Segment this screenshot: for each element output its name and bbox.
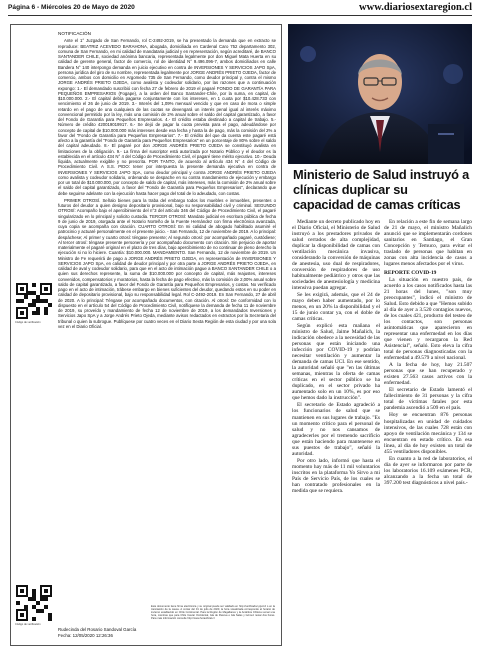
article-column-1 xyxy=(292,219,380,495)
article-paragraph: Hoy se encuentran 876 personas hospitalizadas en unidad de cuidados intensivos, de las cuales 728 están con apoyo de ventilación mecánica y 134 se encuentran en estado crítico. En esa línea, al día de hoy existen un total de 455 ventiladores disponibles. xyxy=(384,412,472,455)
qr-code-icon xyxy=(16,283,52,319)
notice-body xyxy=(58,31,276,331)
article-paragraph: La situación en nuestro país, de acuerdo a los casos notificados hasta las 21 horas del lunes, "son muy preocupantes", indicó el ministro de Salud. Esto debido a que "Hemos subido al día de ayer a 3.520 contagios nuevos, de los cuales 421, producto del testeo de los contactos, son personas asintomáticas que aparecieron en representar una enfermedad en los días que vienen y recargaron la Red Asistencial", señaló. Esto eleva la cifra total de personas diagnosticadas con la enfermedad a 49.579 a nivel nacional. xyxy=(384,277,472,362)
notice-paragraph: PRIMER OTROSÍ. Señalo bienes para la traba del embargo todos los muebles e inmuebles, presentes o futuros del deudor a quien designo depositario provisional, bajo su responsabilidad civil y criminal. SEGUNDO OTROSÍ: Acompaño bajo el apercibimiento del n°3 del artículo 346 del Código de Procedimiento Civil, el pagaré singularizado en lo principal y solicito custodia. TERCER OTROSÍ: Mandato judicial en escritura pública de fecha 9 de junio de 2019, otorgada ante el Notario Norteño de la Fuente Hernández con firma electrónica avanzada, cuya copia se acompaña con citación. CUARTO OTROSÍ: En mi calidad de abogado habilitado asumiré el patrocinio y actuaré personalmente en el presente juicio. - San Fernando, 12 de noviembre de 2019. A lo principal: despáchese; Al primer y cuarto otrosí: téngase presente; Al segundo otrosí: por acompañado pagaré, custódiese; Al tercer otrosí: téngase presente personería y por acompañado documento con citación. Sin perjuicio de aportar materialmente el pagaré original en el plazo de tres días, bajo apercibimiento de no continuar de pleno derecho la ejecución si no lo hiciere. Cuantía: $10.000.000. MANDAMIENTO. San Fernando, 12 de noviembre de 2019. Un Ministro de Fe requerirá de pago a JORGE ANDRÉS PRIETO OJEDA, en representación de INVERSIONES Y SERVICIOS JAPO SpA, en calidad de deudor principal y por otra parte a JORGE ANDRÉS PRIETO OJEDA, en calidad de aval y codeudor solidario, para que en el acto de intimación pague a BANCO SANTANDER CHILE o a quien sus derechos represente, la suma de $10.000.000 por concepto de capital, más reajustes, intereses convenidos, compensatorios y moratorios, hasta la fecha de pago efectivo, más la comisión de 2,00% anual sobre saldo de capital garantizado, a favor del Fondo de Garantía para Pequeños Empresarios, y costas. No verificado pago en el acto de intimación, trábese embargo en bienes suficientes del deudor, quedando estos en su poder en calidad de depositario provisional, bajo su responsabilidad legal. Rol C-2492-2019. En San Fernando, 27 de abril de 2020. A lo principal: Téngase por acompañado documentos, con citación. Al otrosí: De conformidad con lo dispuesto en el artículo 54 del Código de Procedimiento Civil, notifíquese la demanda de fecha 11 de noviembre de 2019, su proveído y mandamiento de fecha 12 de noviembre de 2019, a los demandados Inversiones y Servicios Japo SpA y a Jorge Andrés Prieto Ojeda, mediante avisos redactados en extractos por la Secretaria del tribunal o quien la subrogue. Publíquese por cuatro veces en el Diario Sexta Región de esta ciudad y por una sola vez en el Diario Oficial. xyxy=(58,197,276,329)
signature: Rudecinda del Rosario Sandoval García Fecha: 12/05/2020 12:26:36 xyxy=(58,627,137,638)
article-paragraph: Mediante un decreto publicado hoy en el Diario Oficial, el Ministerio de Salud instruyó a los prestadores privados de salud cerrados de alta complejidad, duplicar la disponibilidad de camas con ventilación mecánica invasiva, considerando la conversión de máquinas de anestesia, uso dual de respiradores, conversión de respiradores de uso habitualmente pediátrico y otros que las sociedades de anestesiología y medicina intensiva puedan agregar. xyxy=(292,219,380,292)
article-column-2 xyxy=(384,219,472,487)
legal-notice xyxy=(10,24,282,646)
article-paragraph: El secretario de Estado agradeció a los funcionarios de salud que se mantienen en sus lugares de trabajo. "Es un momento crítico para el personal de salud y no nos cansamos de agradecerles por el tremendo sacrificio que están haciendo para mantenerse en sus puestos de trabajo", señaló la autoridad. xyxy=(292,402,380,457)
article-paragraph: El secretario de Estado lamentó el fallecimiento de 31 personas y la cifra total de víctimas fatales por esta pandemia ascendió a 509 en el país. xyxy=(384,387,472,412)
article-paragraph: Según explicó esta mañana el ministro de Salud, Jaime Mañalich, la indicación obedece a la necesidad de las personas que están iniciando una infección por COVID-19 y podrían necesitar ventilación y aumentar la demanda de camas UCI. En ese sentido, la autoridad señaló que "en las últimas semanas, mientras la oferta de camas críticas en el sector público se ha duplicado, en el sector privado ha aumentado solo en un 10%, es por eso que hemos dado la instrucción". xyxy=(292,323,380,402)
header-divider xyxy=(8,15,472,16)
verification-note: Este documento tiene firma electrónica y su original puede ser validado en http://verificadoc.pjud.cl o en la tramitación de la causa. A contar del 01 de julio de 2020, la hora visualizada corresponde al horario de invierno establecido en Chile Continental. Para la Región de Magallanes y la Antártica Chilena sumar una hora, mientras que para Chile Insular Occidental, Isla de Pascua e Isla Salas y Gómez restar dos horas. Para más información consulte http://www.horaoficial.cl xyxy=(151,605,275,621)
qr-caption: Código de verificación xyxy=(15,623,41,626)
article-paragraph: A la fecha de hoy, hay 21.507 personas que se han recuperado y existen 27.563 casos activos con la enfermedad. xyxy=(384,362,472,387)
article-headline: Ministerio de Salud instruyó a clínicas duplicar su capacidad de camas críticas xyxy=(293,167,470,212)
article-paragraph: Por otro lado, informó que hasta el momento hay más de 11 mil voluntarios inscritos en la plataforma Yo Sirvo a mi País de Servicio País, de los cuales se han contratado profesionales en la medida que se requiera. xyxy=(292,457,380,494)
article-subheading: REPORTE COVID-19 xyxy=(384,270,437,277)
notice-paragraph: Ante el 1° Juzgado de San Fernando, rol C-2492-2019, se ha presentado la demanda que en extracto se reproduce: BEATRIZ ACEVEDO BARAHONA, abogada, domiciliada en Cardenal Caro 752 departamento 302, comuna de San Fernando, en mi calidad de mandataria judicial y en representación, según acreditaré, de BANCO SANTANDER CHILE, sociedad anónima bancaria, representada legalmente por don Miguel Mata Huerta en su calidad de gerente general, factor de comercio, rol de identidad N° 9.496.096-7, ambos domiciliados en calle Bandera N° 140 interpongo demanda en juicio ejecutivo en contra de INVERSIONES Y SERVICIOS JAPO SpA, persona jurídica del giro de su nombre, representada legalmente por JORGE ANDRÉS PRIETO OJEDA, factor de comercio, ambos con domicilio en Argomedo 735 de San Fernando, como deudor principal y, contra el mismo JORGE ANDRÉS PRIETO OJEDA, como avalista y codeudor solidario, por las razones que a continuación expongo: 1.- El demandado suscribió con fecha 27 de febrero de 2019 el pagaré FONDO DE GARANTÍA PARA PEQUEÑOS EMPRESARIOS (Fogape), a la orden del Banco Santander-Chile, por la suma, en capital, de $10.000.000. 2.- El capital debía pagarse conjuntamente con los intereses, en 1 cuota por $10.428.733 con vencimiento el 26 de junio de 2019. 3.- Interés del 1,09% mensual vencido y que en caso de mora o simple retardo en el pago de una cualquiera de las cuotas se devengará un interés penal igual al interés máximo convencional permitido por la ley, más una comisión de 2% anual sobre el saldo del capital garantizado, a favor del Fondo de Garantía para Pequeños Empresarios. 4.- El crédito estaba destinado a capital de trabajo. 5.- Número de crédito 420019019917. 6.- Se dejó de pagar la cuota prevista para el pago, adeudándose por concepto de capital de $10.000.000 más intereses desde esa fecha y hasta la de pago, más la comisión del 2% a favor del "Fondo de Garantía para Pequeños Empresarios". 7.- El crédito del que da cuenta este pagaré está afecto a la garantía del "Fondo de Garantía para Pequeños Empresarios" en un porcentaje de 80% sobre el saldo del capital adeudado. 8.- El pagaré por don JORGE ANDRÉS PRIETO OJEDA se constituyó avalista en limitaciones de la obligación. 9.- La firma del suscriptor está autorizada por Notario Público y el deudor es la establecida en el artículo 434 N° 4 del Código de Procedimiento Civil, el pagaré tiene mérito ejecutivo. 10.- Deuda líquida, actualmente exigible y no prescrita. POR TANTO, de acuerdo al artículo 434 N° 4 del Código de Procedimiento Civil. A S.S. PIDO: tener por interpuesta la presente demanda ejecutiva en contra de INVERSIONES Y SERVICIOS JAPO SpA, como deudor principal y contra JORGE ANDRÉS PRIETO OJEDA como avalista y codeudor solidario, ordenando se despache en su contra mandamiento de ejecución y embargo por un total de $10.000.000, por concepto de saldo de capital, más intereses, más la comisión de 2% anual sobre el saldo del capital garantizado, a favor del "Fondo de Garantía para Pequeños Empresarios", declarando que debe seguirse adelante con la ejecución hasta hacer pago del total de lo adeudado, con costas. xyxy=(58,38,276,196)
qr-caption: Código de verificación xyxy=(15,321,41,324)
page-info: Página 6 - Miércoles 20 de Mayo de 2020 xyxy=(8,4,135,11)
article-photo xyxy=(288,24,472,164)
article-paragraph: Se les exigirá, además, que el 24 de mayo deben haber aumentado, por lo menos, en un 20% la disponibilidad y el 15 de junio contar ya, con el doble de camas críticas. xyxy=(292,292,380,323)
article-paragraph: En cuanto a la red de laboratorios, el día de ayer se informaron por parte de los laboratorios 16.109 exámenes PCR, alcanzando a la fecha un total de 397.200 test diagnósticos a nivel país.- xyxy=(384,455,472,486)
notice-title: NOTIFICACIÓN xyxy=(58,31,91,36)
site-url[interactable]: www.diariosextaregion.cl xyxy=(359,2,472,13)
qr-code-icon xyxy=(16,585,52,621)
article-paragraph: En relación a este fin de semana largo de 21 de mayo, el ministro Mañalich anunció que se implementarán cordones sanitarios en Santiago, el Gran Concepción y Temuco, para evitar el traslado de personas que habitan en zonas con alta incidencia de casos a lugares menos afectados por el virus. xyxy=(384,219,472,268)
